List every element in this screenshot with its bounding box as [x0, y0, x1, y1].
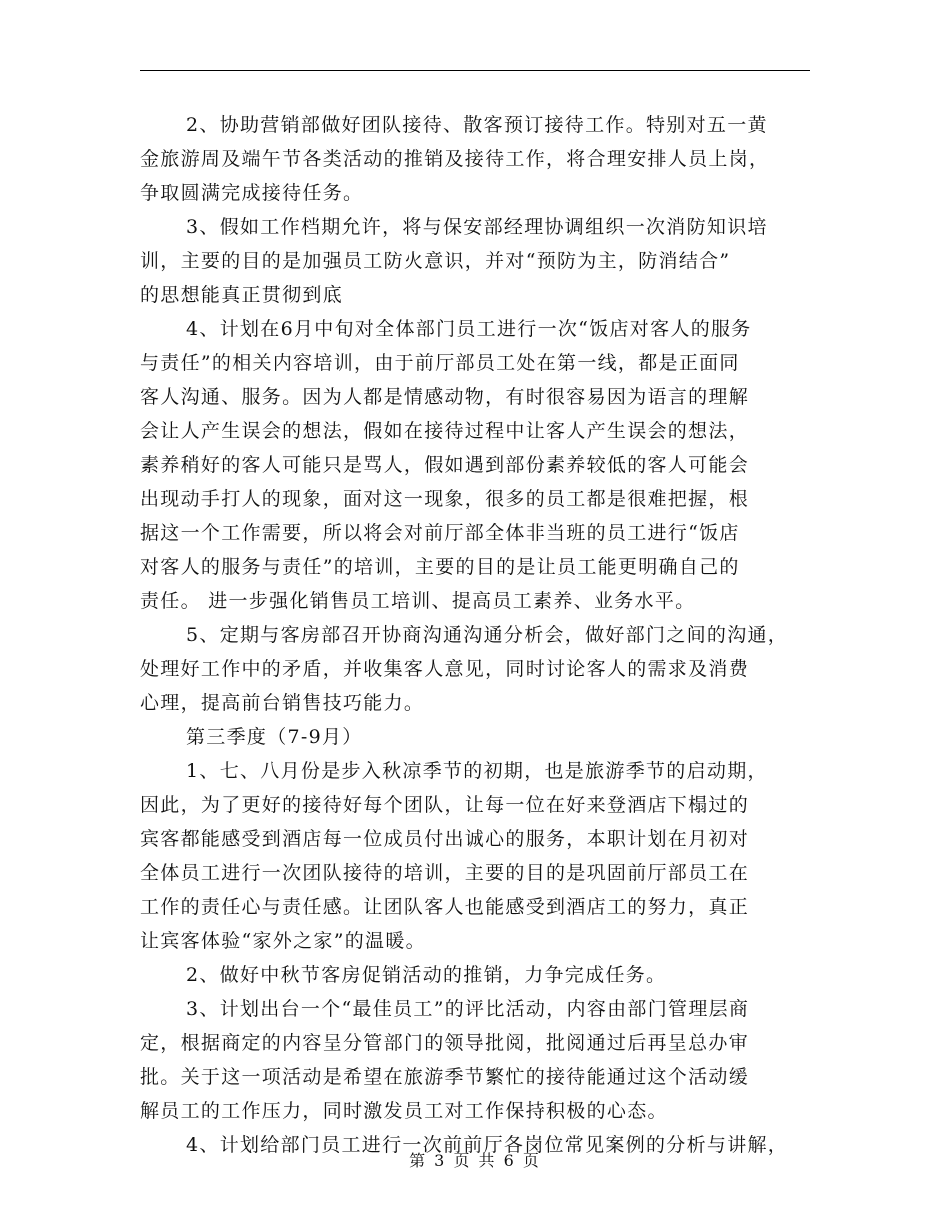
paragraph-line: 据这一个工作需要，所以将会对前厅部全体非当班的员工进行“饭店 [140, 522, 740, 544]
paragraph-line: 3、假如工作档期允许，将与保安部经理协调组织一次消防知识培 [186, 216, 768, 238]
paragraph-line: 让宾客体验“家外之家”的温暖。 [140, 930, 426, 952]
paragraph-line: 解员工的工作压力，同时激发员工对工作保持积极的心态。 [140, 1100, 668, 1122]
paragraph-line: 4、计划在6月中旬对全体部门员工进行一次“饭店对客人的服务 [186, 318, 752, 340]
paragraph-line: 2、协助营销部做好团队接待、散客预订接待工作。特别对五一黄 [186, 114, 768, 136]
paragraph-line: 与责任”的相关内容培训，由于前厅部员工处在第一线，都是正面同 [140, 352, 740, 374]
paragraph-line: 因此，为了更好的接待好每个团队，让每一位在好来登酒店下榻过的 [140, 794, 750, 816]
section-heading: 第三季度（7-9月） [186, 726, 363, 748]
paragraph-line: 的思想能真正贯彻到底 [140, 284, 344, 306]
paragraph-line: 4、计划给部门员工进行一次前前厅各岗位常见案例的分析与讲解， [186, 1134, 789, 1156]
paragraph-line: 责任。 进一步强化销售员工培训、提高员工素养、业务水平。 [140, 590, 696, 612]
page-number-footer: 第 3 页 共 6 页 [409, 1151, 541, 1170]
paragraph-line: 1、七、八月份是步入秋凉季节的初期，也是旅游季节的启动期， [186, 760, 768, 782]
body-text [140, 108, 820, 1162]
paragraph-line: 客人沟通、服务。因为人都是情感动物，有时很容易因为语言的理解 [140, 386, 750, 408]
paragraph-line: 金旅游周及端午节各类活动的推销及接待工作，将合理安排人员上岗， [140, 148, 770, 170]
paragraph-line: 2、做好中秋节客房促销活动的推销，力争完成任务。 [186, 964, 667, 986]
paragraph-line: 3、计划出台一个“最佳员工”的评比活动，内容由部门管理层商 [186, 998, 750, 1020]
paragraph-line: 宾客都能感受到酒店每一位成员付出诚心的服务，本职计划在月初对 [140, 828, 750, 850]
paragraph-line: 争取圆满完成接待任务。 [140, 182, 364, 204]
paragraph-line: 训，主要的目的是加强员工防火意识，并对“预防为主，防消结合” [140, 250, 731, 272]
paragraph-line: 5、定期与客房部召开协商沟通沟通分析会，做好部门之间的沟通， [186, 624, 789, 646]
paragraph-line: 对客人的服务与责任”的培训，主要的目的是让员工能更明确自己的 [140, 556, 740, 578]
paragraph-line: 会让人产生误会的想法，假如在接待过程中让客人产生误会的想法， [140, 420, 750, 442]
header-rule [140, 70, 810, 71]
paragraph-line: 心理，提高前台销售技巧能力。 [140, 692, 425, 714]
paragraph-line: 全体员工进行一次团队接待的培训，主要的目的是巩固前厅部员工在 [140, 862, 750, 884]
paragraph-line: 工作的责任心与责任感。让团队客人也能感受到酒店工的努力，真正 [140, 896, 750, 918]
paragraph-line: 处理好工作中的矛盾，并收集客人意见，同时讨论客人的需求及消费 [140, 658, 750, 680]
paragraph-line: 批。关于这一项活动是希望在旅游季节繁忙的接待能通过这个活动缓 [140, 1066, 750, 1088]
paragraph-line: 素养稍好的客人可能只是骂人，假如遇到部份素养较低的客人可能会 [140, 454, 750, 476]
paragraph-line: 出现动手打人的现象，面对这一现象，很多的员工都是很难把握，根 [140, 488, 750, 510]
paragraph-line: 定，根据商定的内容呈分管部门的领导批阅，批阅通过后再呈总办审 [140, 1032, 750, 1054]
